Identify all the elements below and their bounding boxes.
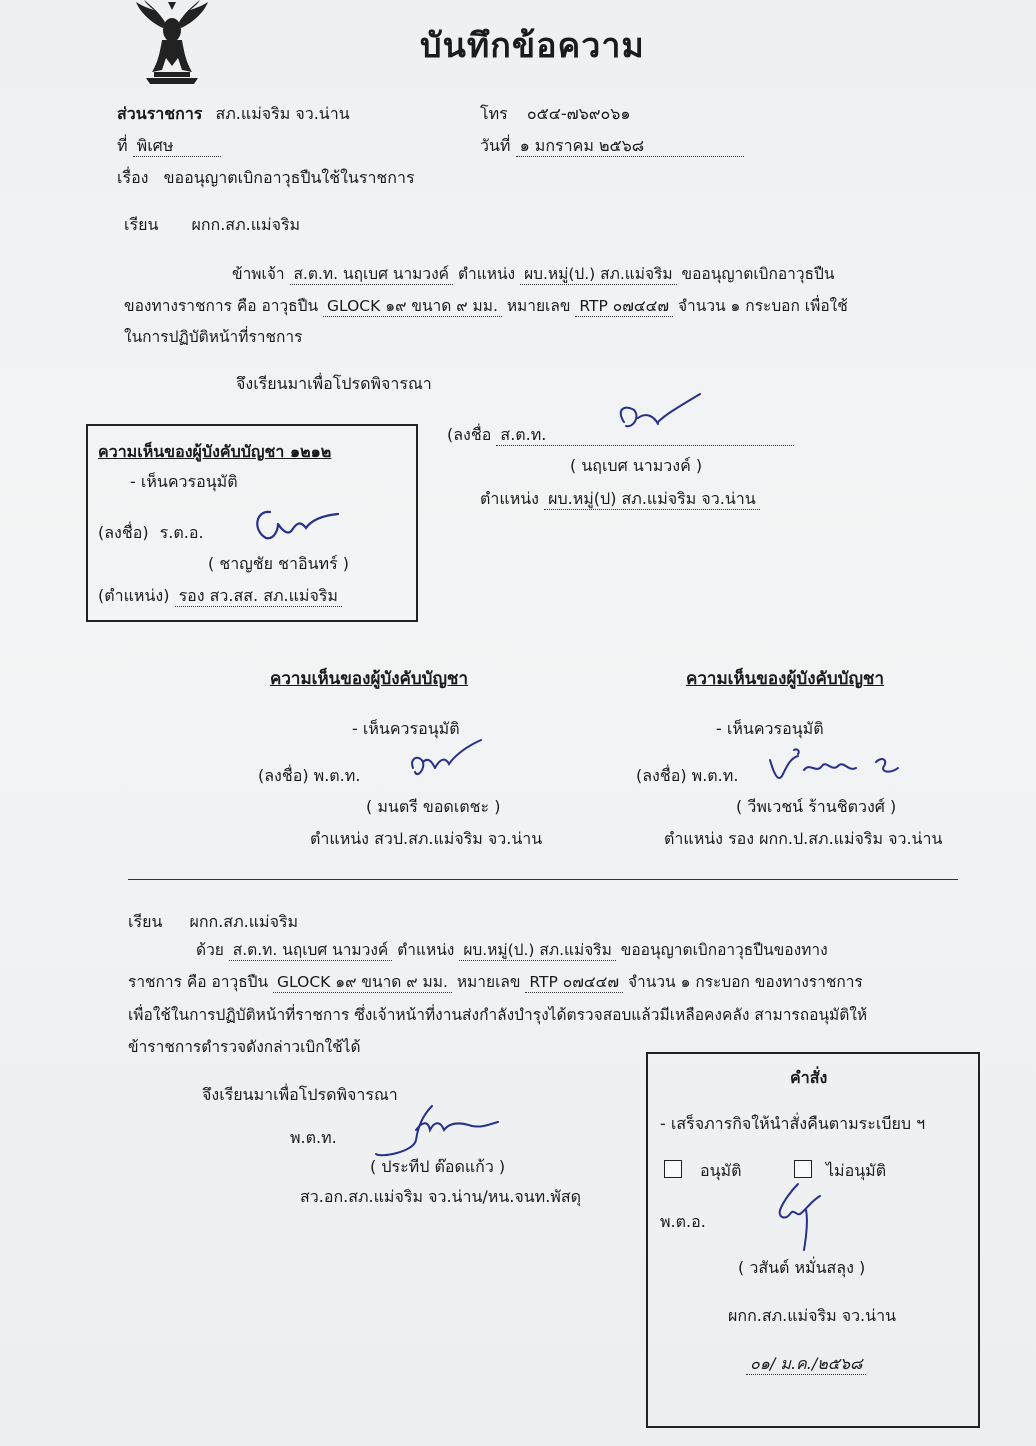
serial-label: หมายเลข [506,297,571,315]
section-divider [128,879,958,880]
commander-right-pos: ตำแหน่ง รอง ผกก.ป.สภ.แม่จริม จว.น่าน [664,829,943,848]
report-prefix: ด้วย [196,941,224,959]
ref-label: ที่ [117,136,128,155]
commander-right-title: ความเห็นของผู้บังคับบัญชา [686,669,885,689]
box-1212-sign-row [98,523,204,543]
requester-pos-row [480,489,760,510]
order-name: ( วสันต์ หมั่นสลุง ) [738,1258,866,1277]
body-prefix: ข้าพเจ้า [232,265,285,283]
order-instruction: - เสร็จภารกิจให้นำสั่งคืนตามระเบียบ ฯ [660,1114,926,1133]
subject-value: ขออนุญาตเบิกอาวุธปืนใช้ในราชการ [163,168,415,187]
reject-checkbox[interactable] [794,1160,812,1178]
ref-row [117,136,221,157]
report-weapon-prefix: ราชการ คือ อาวุธปืน [128,973,269,991]
sign-rank: ส.ต.ท. [496,425,794,446]
report-sign-rank: พ.ต.ท. [290,1128,337,1147]
commander-left-opinion: - เห็นควรอนุมัติ [352,719,460,738]
box-1212-pos-label: (ตำแหน่ง) [98,586,170,605]
garuda-emblem-icon [132,0,212,86]
box-1212-sign-label: (ลงชื่อ) [98,523,149,542]
requester-signature [610,392,710,442]
report-line3: เพื่อใช้ในการปฏิบัติหน้าที่ราชการ ซึ่งเจ้าหน้าที่งานส่งกำลังบำรุงได้ตรวจสอบแล้วมีเหลือคงคลัง สามารถอนุมัติให้ [128,1006,868,1024]
box-1212-opinion: - เห็นควรอนุมัติ [130,472,238,491]
reject-label: ไม่อนุมัติ [826,1161,887,1180]
subject-row [117,168,415,188]
position-label: ตำแหน่ง [457,265,516,283]
commander-left-name: ( มนตรี ขอดเตชะ ) [366,797,501,816]
weapon-quantity: จำนวน ๑ กระบอก เพื่อใช้ [677,297,848,315]
report-pos-sign: สว.อก.สภ.แม่จริม จว.น่าน/หน.จนท.พัสดุ [300,1187,581,1206]
box-1212-title: ความเห็นของผู้บังคับบัญชา ๑๒๑๒ [98,442,332,461]
order-title: คำสั่ง [790,1068,828,1087]
report-to [128,912,298,932]
weapon-model: GLOCK ๑๙ ขนาด ๙ มม. [323,296,502,317]
box-1212-pos-row [98,586,342,607]
sign-label: (ลงชื่อ [447,425,492,444]
memo-title: บันทึกข้อความ [420,26,645,66]
weapon-prefix: ของทางราชการ คือ อาวุธปืน [124,297,319,315]
report-pos: ผบ.หมู่(ป.) สภ.แม่จริม [459,940,616,961]
request-text: ขออนุญาตเบิกอาวุธปืน [681,265,835,283]
commander-right-sign-label: (ลงชื่อ) พ.ต.ท. [636,766,739,785]
memo-to-value: ผกก.สภ.แม่จริม [191,215,301,234]
report-name-sign: ( ประทีป ต๊อดแก้ว ) [370,1157,506,1176]
requester-name-sign: ( นฤเบศ นามวงค์ ) [570,456,703,475]
ref-value: พิเศษ [133,136,221,157]
approve-checkbox[interactable] [664,1160,682,1178]
order-pos: ผกก.สภ.แม่จริม จว.น่าน [728,1306,896,1325]
box-1212-name: ( ชาญชัย ชาอินทร์ ) [208,554,349,573]
agency-label: ส่วนราชการ [117,104,203,123]
phone-row [480,104,631,124]
commander-right-name: ( วีพเวชน์ ร้านชิตวงศ์ ) [736,797,897,816]
report-pos-label: ตำแหน่ง [397,941,455,959]
box-1212-pos: รอง สว.สส. สภ.แม่จริม [175,586,342,607]
memo-body-line3: ในการปฏิบัติหน้าที่ราชการ [124,328,303,346]
commander-right-opinion: - เห็นควรอนุมัติ [716,719,824,738]
commander-left-sign-label: (ลงชื่อ) พ.ต.ท. [258,766,361,785]
box-1212-sign-rank: ร.ต.อ. [159,523,204,542]
order-signature [770,1180,840,1256]
memo-closing: จึงเรียนมาเพื่อโปรดพิจารณา [236,374,432,393]
report-line4: ข้าราชการตำรวจดังกล่าวเบิกใช้ได้ [128,1038,361,1056]
memo-to-label: เรียน [124,215,159,234]
report-closing: จึงเรียนมาเพื่อโปรดพิจารณา [202,1085,398,1104]
agency-row [117,104,350,124]
weapon-serial: RTP ๐๗๔๔๗ [575,296,673,317]
sign-pos: ผบ.หมู่(ป) สภ.แม่จริม จว.น่าน [544,489,760,510]
report-quantity: จำนวน ๑ กระบอก ของทางราชการ [627,973,863,991]
commander-left-pos: ตำแหน่ง สวป.สภ.แม่จริม จว.น่าน [310,829,543,848]
box-1212-signature [248,500,348,550]
date-label: วันที่ [480,136,511,155]
approve-label: อนุมัติ [700,1161,742,1180]
commander-left-title: ความเห็นของผู้บังคับบัญชา [270,669,469,689]
order-date [746,1354,866,1375]
commander-left-signature [405,738,485,788]
report-suffix: ขออนุญาตเบิกอาวุธปืนของทาง [620,941,828,959]
subject-label: เรื่อง [117,168,149,187]
report-serial: RTP ๐๗๔๔๗ [525,972,623,993]
report-line2 [128,972,863,993]
order-sign-rank: พ.ต.อ. [660,1212,706,1231]
report-serial-label: หมายเลข [456,973,521,991]
order-date-value: ๐๑/ ม.ค./๒๕๖๘ [746,1354,866,1375]
requester-name: ส.ต.ท. นฤเบศ นามวงค์ [290,264,454,285]
agency-value: สภ.แม่จริม จว.น่าน [215,104,350,123]
memo-body-line2 [124,296,848,317]
commander-right-signature [764,746,914,790]
report-weapon: GLOCK ๑๙ ขนาด ๙ มม. [273,972,452,993]
report-to-value: ผกก.สภ.แม่จริม [189,912,299,931]
requester-position: ผบ.หมู่(ป.) สภ.แม่จริม [520,264,677,285]
report-signature [372,1100,502,1160]
report-to-label: เรียน [128,912,163,931]
phone-label: โทร [480,104,508,123]
report-line1 [196,940,828,961]
date-value: ๑ มกราคม ๒๕๖๘ [516,136,744,157]
date-row [480,136,744,157]
report-name: ส.ต.ท. นฤเบศ นามวงค์ [229,940,393,961]
memo-body-line1 [232,264,834,285]
memo-to [124,215,300,235]
phone-value: ๐๕๔-๗๖๙๐๖๑ [526,104,631,123]
sign-pos-label: ตำแหน่ง [480,489,539,508]
